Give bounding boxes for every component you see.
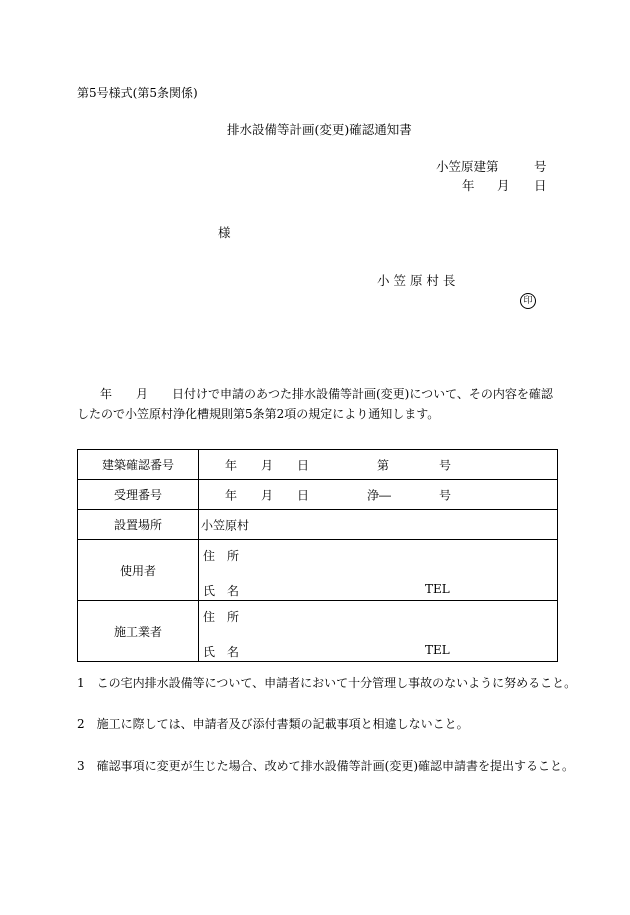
row-label: 施工業者	[78, 601, 199, 662]
note-3: 3 確認事項に変更が生じた場合、改めて排水設備等計画(変更)確認申請書を提出すること。	[77, 759, 575, 773]
table-row	[78, 480, 558, 510]
row-value	[199, 510, 558, 540]
row-label: 建築確認番号	[78, 450, 199, 480]
name-label: 氏 名	[203, 584, 240, 598]
issuer-name: 小 笠 原 村 長	[377, 273, 456, 288]
confirmation-table	[77, 449, 558, 662]
document-number-prefix: 小笠原建第	[436, 159, 499, 174]
body-line-1: 年 月 日付けで申請のあつた排水設備等計画(変更)について、その内容を確認	[100, 387, 553, 401]
number-prefix: 浄―	[367, 488, 392, 502]
body-line-2: したので小笠原村浄化槽規則第5条第2項の規定により通知します。	[77, 407, 440, 421]
row-value	[199, 480, 558, 510]
table-row	[78, 540, 558, 601]
tel-label: TEL	[425, 582, 450, 596]
document-number-suffix: 号	[534, 159, 547, 174]
address-label: 住 所	[203, 549, 240, 563]
row-value	[199, 450, 558, 480]
table-row	[78, 450, 558, 480]
row-value	[199, 540, 558, 601]
number-suffix: 号	[439, 458, 452, 472]
row-label: 設置場所	[78, 510, 199, 540]
date-year: 年	[462, 178, 475, 193]
document-title: 排水設備等計画(変更)確認通知書	[227, 122, 412, 137]
form-label: 第5号様式(第5条関係)	[77, 86, 198, 100]
month-unit: 月	[261, 488, 274, 502]
year-unit: 年	[225, 458, 238, 472]
date-month: 月	[497, 178, 510, 193]
table-row	[78, 601, 558, 662]
row-label: 使用者	[78, 540, 199, 601]
day-unit: 日	[297, 488, 310, 502]
date-day: 日	[534, 178, 547, 193]
seal-mark: 印	[520, 293, 536, 309]
number-prefix: 第	[377, 458, 390, 472]
name-label: 氏 名	[203, 645, 240, 659]
note-1: 1 この宅内排水設備等について、申請者において十分管理し事故のないように努めること。	[77, 676, 577, 690]
address-label: 住 所	[203, 610, 240, 624]
installation-location: 小笠原村	[201, 518, 250, 532]
table-row	[78, 510, 558, 540]
year-unit: 年	[225, 488, 238, 502]
number-suffix: 号	[439, 488, 452, 502]
note-2: 2 施工に際しては、申請者及び添付書類の記載事項と相違しないこと。	[77, 717, 469, 731]
tel-label: TEL	[425, 643, 450, 657]
day-unit: 日	[297, 458, 310, 472]
row-value	[199, 601, 558, 662]
addressee-suffix: 様	[218, 225, 231, 240]
row-label: 受理番号	[78, 480, 199, 510]
month-unit: 月	[261, 458, 274, 472]
